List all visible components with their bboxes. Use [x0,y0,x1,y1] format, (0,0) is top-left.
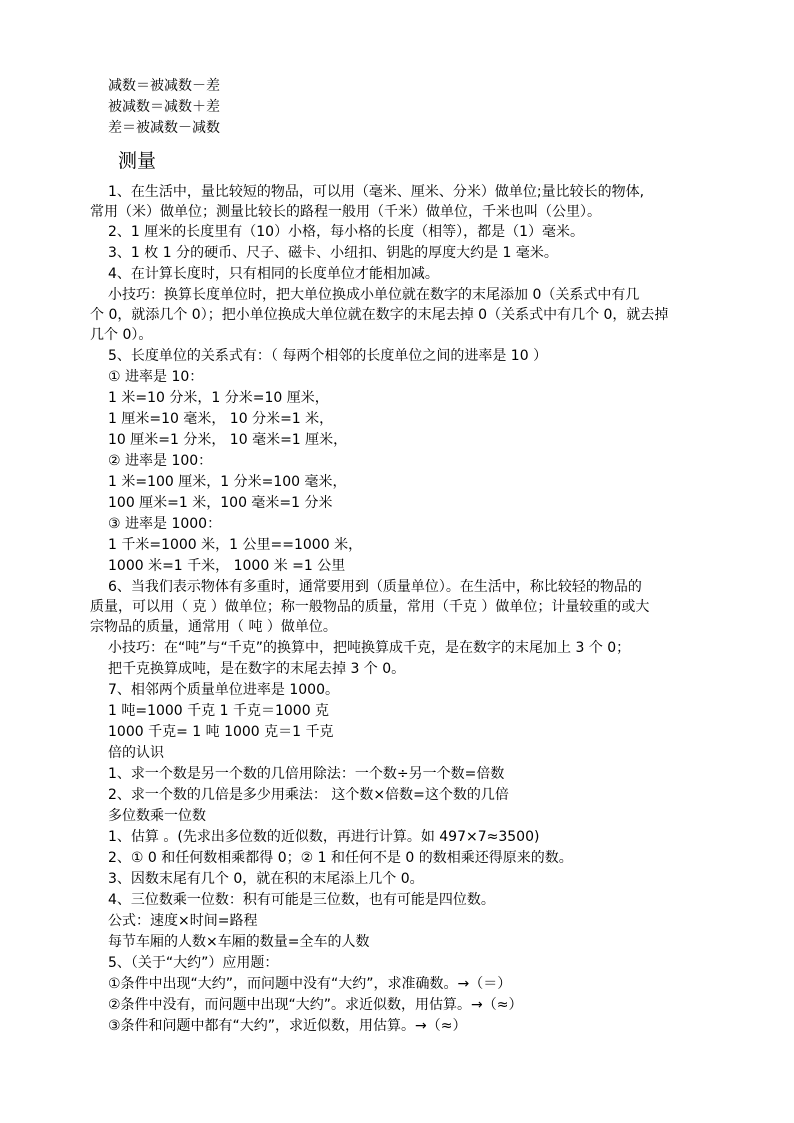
paragraph-line: 6、当我们表示物体有多重时，通常要用到（质量单位）。在生活中，称比较轻的物品的 [108,579,642,595]
tip-line: 个 0，就添几个 0）；把小单位换成大单位就在数字的末尾去掉 0（关系式中有几个 0，就去掉 [90,307,669,323]
list-item: 1000 米=1 千米， 1000 米 =1 公里 [108,558,346,574]
list-item: 1 千米=1000 米，1 公里==1000 米， [108,537,363,553]
section-heading-multiplication: 多位数乘一位数 [108,808,206,824]
paragraph-line: 2、求一个数的几倍是多少用乘法： 这个数×倍数=这个数的几倍 [108,787,509,803]
list-item: 1 米=100 厘米，1 分米=100 毫米， [108,474,347,490]
paragraph-line: 4、在计算长度时，只有相同的长度单位才能相加减。 [108,266,439,282]
tip-line: 几个 0）。 [90,327,153,343]
paragraph-line: 3、因数末尾有几个 0，就在积的末尾添上几个 0。 [108,871,424,887]
tip-line: 小技巧：换算长度单位时，把大单位换成小单位就在数字的末尾添加 0（关系式中有几 [108,287,640,303]
formula-line: 每节车厢的人数×车厢的数量=全车的人数 [108,934,370,950]
paragraph-line: 4、三位数乘一位数：积有可能是三位数，也有可能是四位数。 [108,892,495,908]
section-heading-multiples: 倍的认识 [108,745,164,761]
list-item: 100 厘米=1 米，100 毫米=1 分米 [108,495,333,511]
formula-minuend: 被减数＝减数＋差 [108,99,220,115]
list-item: 1 米=10 分米，1 分米=10 厘米， [108,390,329,406]
list-item: 1000 千克= 1 吨 1000 克＝1 千克 [108,724,334,740]
list-item: ③ 进率是 1000： [108,516,222,532]
paragraph-line: 3、1 枚 1 分的硬币、尺子、磁卡、小纽扣、钥匙的厚度大约是 1 毫米。 [108,245,558,261]
paragraph-line: 7、相邻两个质量单位进率是 1000。 [108,682,339,698]
paragraph-line: 1、估算 。(先求出多位数的近似数，再进行计算。如 497×7≈3500) [108,829,540,845]
paragraph-line: 常用（米）做单位；测量比较长的路程一般用（千米）做单位，千米也叫（公里）。 [90,204,601,220]
list-item: 1 厘米=10 毫米， 10 分米=1 米， [108,411,334,427]
list-item: 10 厘米=1 分米， 10 毫米=1 厘米， [108,432,348,448]
tip-line: 小技巧：在“吨”与“千克”的换算中，把吨换算成千克，是在数字的末尾加上 3 个 0； [108,640,631,656]
paragraph-line: 5、（关于“大约”）应用题： [108,955,279,971]
list-item: ③条件和问题中都有“大约”，求近似数，用估算。→（≈） [108,1018,467,1034]
paragraph-line: 2、1 厘米的长度里有（10）小格，每小格的长度（相等），都是（1）毫米。 [108,224,584,240]
paragraph-line: 5、长度单位的关系式有：（ 每两个相邻的长度单位之间的进率是 10 ） [108,348,548,364]
formula-subtrahend: 减数＝被减数－差 [108,78,220,94]
tip-line: 把千克换算成吨，是在数字的末尾去掉 3 个 0。 [108,661,406,677]
paragraph-line: 质量，可以用（ 克 ）做单位；称一般物品的质量，常用（千克 ）做单位；计量较重的或大 [90,599,650,615]
paragraph-line: 1、求一个数是另一个数的几倍用除法：一个数÷另一个数=倍数 [108,766,505,782]
paragraph-line: 宗物品的质量，通常用（ 吨 ）做单位。 [90,619,337,635]
formula-difference: 差＝被减数－减数 [108,120,220,136]
paragraph-line: 2、① 0 和任何数相乘都得 0；② 1 和任何不是 0 的数相乘还得原来的数。 [108,850,573,866]
list-item: ②条件中没有，而问题中出现“大约”。求近似数，用估算。→（≈） [108,997,523,1013]
list-item: ① 进率是 10： [108,369,204,385]
paragraph-line: 1、在生活中，量比较短的物品，可以用（毫米、厘米、分米）做单位;量比较长的物体, [108,184,645,200]
list-item: 1 吨=1000 千克 1 千克＝1000 克 [108,703,330,719]
list-item: ② 进率是 100： [108,453,213,469]
formula-line: 公式：速度×时间=路程 [108,913,258,929]
section-heading-measurement: 测量 [118,150,157,172]
list-item: ①条件中出现“大约”，而问题中没有“大约”，求准确数。→（＝） [108,976,512,992]
